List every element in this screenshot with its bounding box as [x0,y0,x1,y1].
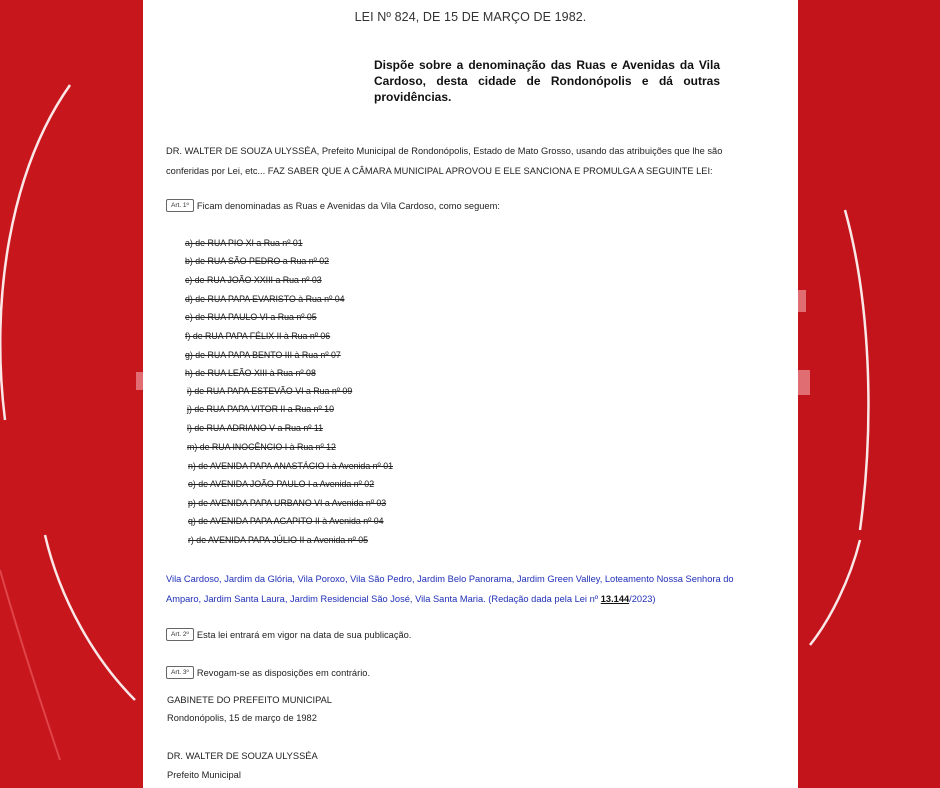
list-item: o) de AVENIDA JOÃO PAULO I a Avenida nº 02 [188,479,375,489]
article-2-text: Esta lei entrará em vigor na data de sua publicação. [196,629,412,640]
preamble [166,141,736,181]
redacao-text [166,569,746,609]
preamble-line-1: DR. WALTER DE SOUZA ULYSSÉA, Prefeito Municipal de Rondonópolis, Estado de Mato Grosso, usando das atribuições que lhe são [166,146,723,156]
signatory-role: Prefeito Municipal [167,770,241,780]
list-item: a) de RUA PIO XI a Rua nº 01 [185,238,303,248]
list-item: p) de AVENIDA PAPA URBANO VI a Avenida nº 03 [188,498,387,508]
article-2 [166,628,411,641]
redacao-line-2 [166,589,746,609]
left-light-mark [136,372,143,390]
list-item: b) de RUA SÃO PEDRO a Rua nº 02 [185,256,330,266]
article-3-tag: Art. 3º [166,666,194,679]
list-item: r) de AVENIDA PAPA JÚLIO II a Avenida nº 05 [188,535,369,545]
list-item: q) de AVENIDA PAPA AGAPITO II à Avenida nº 04 [188,516,384,526]
law-title: LEI Nº 824, DE 15 DE MARÇO DE 1982. [354,10,587,24]
list-item: h) de RUA LEÃO XIII à Rua nº 08 [185,368,316,378]
article-1 [166,199,500,212]
law-ementa: Dispõe sobre a denominação das Ruas e Avenidas da Vila Cardoso, desta cidade de Rondonópolis e dá outras providências. [374,58,720,104]
preamble-line-2: conferidas por Lei, etc... FAZ SABER QUE A CÂMARA MUNICIPAL APROVOU E ELE SANCIONA E PROMULGA A SEGUINTE LEI: [166,166,713,176]
redacao-line-2-pre: Amparo, Jardim Santa Laura, Jardim Residencial São José, Vila Santa Maria. (Redação dada pela Lei nº [166,594,601,604]
redacao-line-1: Vila Cardoso, Jardim da Glória, Vila Poroxo, Vila São Pedro, Jardim Belo Panorama, Jardim Green Valley, Loteamento Nossa Senhora do [166,574,734,584]
list-item: f) de RUA PAPA FÉLIX II à Rua nº 06 [185,331,331,341]
article-3 [166,666,370,679]
right-light-mark-2 [798,370,810,395]
list-item: j) de RUA PAPA VITOR II a Rua nº 10 [187,404,334,414]
redacao-line-2-post: /2023) [629,594,656,604]
signatory-name: DR. WALTER DE SOUZA ULYSSÉA [167,751,318,761]
list-item: m) de RUA INOCÊNCIO I à Rua nº 12 [187,442,336,452]
list-item: i) de RUA PAPA ESTEVÃO VI a Rua nº 09 [187,386,353,396]
article-3-text: Revogam-se as disposições em contrário. [196,667,371,678]
article-1-text: Ficam denominadas as Ruas e Avenidas da Vila Cardoso, como seguem: [196,200,500,211]
list-item: e) de RUA PAULO VI a Rua nº 05 [185,312,317,322]
list-item: g) de RUA PAPA BENTO III à Rua nº 07 [185,350,341,360]
left-red-panel [0,0,143,788]
list-item: c) de RUA JOÃO XXIII a Rua nº 03 [185,275,322,285]
gabinete-label: GABINETE DO PREFEITO MUNICIPAL [167,695,332,705]
article-1-tag: Art. 1º [166,199,194,212]
list-item: l) de RUA ADRIANO V a Rua nº 11 [187,423,324,433]
article-2-tag: Art. 2º [166,628,194,641]
document-page [143,0,798,788]
law-link[interactable]: 13.144 [600,594,630,604]
place-date: Rondonópolis, 15 de março de 1982 [167,713,317,723]
list-item: d) de RUA PAPA EVARISTO à Rua nº 04 [185,294,345,304]
right-light-mark-1 [798,290,806,312]
list-item: n) de AVENIDA PAPA ANASTÁCIO I à Avenida nº 01 [188,461,393,471]
